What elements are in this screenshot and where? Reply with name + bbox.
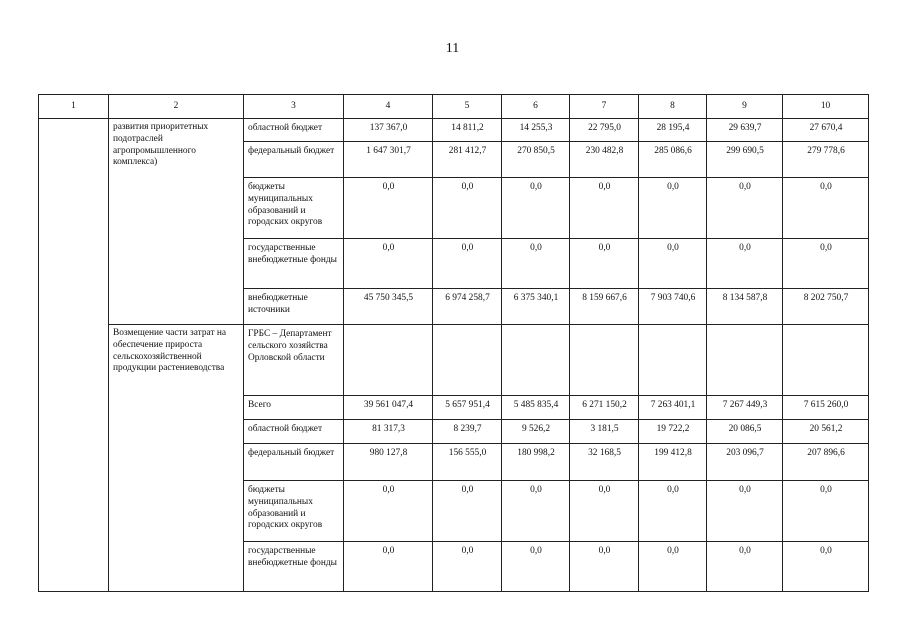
value-cell [502,325,570,396]
column-header-2: 2 [109,95,244,119]
header-row [39,95,869,119]
funding-source-label: государственные внебюджетные фонды [244,542,344,592]
value-cell: 7 263 401,1 [639,396,707,420]
value-cell [570,325,639,396]
value-cell: 0,0 [570,239,639,289]
value-cell: 180 998,2 [502,444,570,481]
value-cell: 7 615 260,0 [783,396,869,420]
measure-name: развития приоритетных подотраслей агропромышленного комплекса) [109,119,244,325]
value-cell: 0,0 [344,542,433,592]
value-cell: 14 811,2 [433,119,502,142]
value-cell: 7 903 740,6 [639,289,707,325]
funding-source-label: Всего [244,396,344,420]
funding-source-label: федеральный бюджет [244,444,344,481]
budget-table [38,94,869,592]
value-cell: 0,0 [783,239,869,289]
value-cell: 0,0 [502,178,570,239]
column-header-10: 10 [783,95,869,119]
value-cell: 270 850,5 [502,142,570,178]
value-cell: 14 255,3 [502,119,570,142]
value-cell: 5 657 951,4 [433,396,502,420]
value-cell: 279 778,6 [783,142,869,178]
value-cell: 0,0 [433,542,502,592]
value-cell: 28 195,4 [639,119,707,142]
measure-name: Возмещение части затрат на обеспечение прироста сельскохозяйственной продукции растениеводства [109,325,244,592]
column-header-5: 5 [433,95,502,119]
value-cell [639,325,707,396]
table-row [39,119,869,142]
value-cell [344,325,433,396]
value-cell: 1 647 301,7 [344,142,433,178]
value-cell: 8 202 750,7 [783,289,869,325]
value-cell: 81 317,3 [344,420,433,444]
funding-source-label: внебюджетные источники [244,289,344,325]
value-cell: 0,0 [502,481,570,542]
value-cell: 22 795,0 [570,119,639,142]
value-cell: 0,0 [707,178,783,239]
value-cell: 0,0 [570,542,639,592]
value-cell: 20 086,5 [707,420,783,444]
value-cell: 0,0 [783,178,869,239]
value-cell: 299 690,5 [707,142,783,178]
funding-source-label: федеральный бюджет [244,142,344,178]
value-cell: 203 096,7 [707,444,783,481]
column-header-7: 7 [570,95,639,119]
funding-source-label: областной бюджет [244,420,344,444]
value-cell: 137 367,0 [344,119,433,142]
value-cell: 0,0 [570,481,639,542]
value-cell: 0,0 [344,178,433,239]
value-cell: 0,0 [433,481,502,542]
value-cell: 0,0 [570,178,639,239]
value-cell: 39 561 047,4 [344,396,433,420]
value-cell: 6 271 150,2 [570,396,639,420]
column-header-6: 6 [502,95,570,119]
column-header-4: 4 [344,95,433,119]
value-cell: 0,0 [707,481,783,542]
value-cell: 45 750 345,5 [344,289,433,325]
value-cell: 0,0 [433,178,502,239]
value-cell: 7 267 449,3 [707,396,783,420]
value-cell: 0,0 [502,239,570,289]
value-cell: 3 181,5 [570,420,639,444]
page-number: 11 [445,41,460,56]
value-cell: 9 526,2 [502,420,570,444]
value-cell: 0,0 [344,481,433,542]
column-header-9: 9 [707,95,783,119]
funding-source-label: ГРБС – Департамент сельского хозяйства Орловской области [244,325,344,396]
value-cell: 8 134 587,8 [707,289,783,325]
value-cell: 0,0 [433,239,502,289]
value-cell: 32 168,5 [570,444,639,481]
funding-source-label: областной бюджет [244,119,344,142]
value-cell: 0,0 [639,178,707,239]
table-row [39,325,869,396]
value-cell: 980 127,8 [344,444,433,481]
value-cell: 0,0 [783,542,869,592]
value-cell [433,325,502,396]
value-cell: 156 555,0 [433,444,502,481]
value-cell: 6 974 258,7 [433,289,502,325]
column-header-8: 8 [639,95,707,119]
value-cell: 0,0 [639,542,707,592]
value-cell: 230 482,8 [570,142,639,178]
value-cell: 8 159 667,6 [570,289,639,325]
value-cell: 0,0 [344,239,433,289]
value-cell: 5 485 835,4 [502,396,570,420]
funding-source-label: бюджеты муниципальных образований и городских округов [244,178,344,239]
value-cell: 0,0 [783,481,869,542]
row-number-cell [39,119,109,592]
value-cell: 0,0 [502,542,570,592]
value-cell: 281 412,7 [433,142,502,178]
value-cell: 6 375 340,1 [502,289,570,325]
value-cell: 0,0 [639,239,707,289]
value-cell: 0,0 [707,239,783,289]
value-cell: 207 896,6 [783,444,869,481]
value-cell: 20 561,2 [783,420,869,444]
value-cell: 285 086,6 [639,142,707,178]
value-cell: 29 639,7 [707,119,783,142]
value-cell: 8 239,7 [433,420,502,444]
funding-source-label: бюджеты муниципальных образований и городских округов [244,481,344,542]
value-cell: 0,0 [707,542,783,592]
value-cell: 19 722,2 [639,420,707,444]
funding-source-label: государственные внебюджетные фонды [244,239,344,289]
value-cell [783,325,869,396]
value-cell: 0,0 [639,481,707,542]
value-cell: 27 670,4 [783,119,869,142]
column-header-3: 3 [244,95,344,119]
value-cell: 199 412,8 [639,444,707,481]
value-cell [707,325,783,396]
column-header-1: 1 [39,95,109,119]
